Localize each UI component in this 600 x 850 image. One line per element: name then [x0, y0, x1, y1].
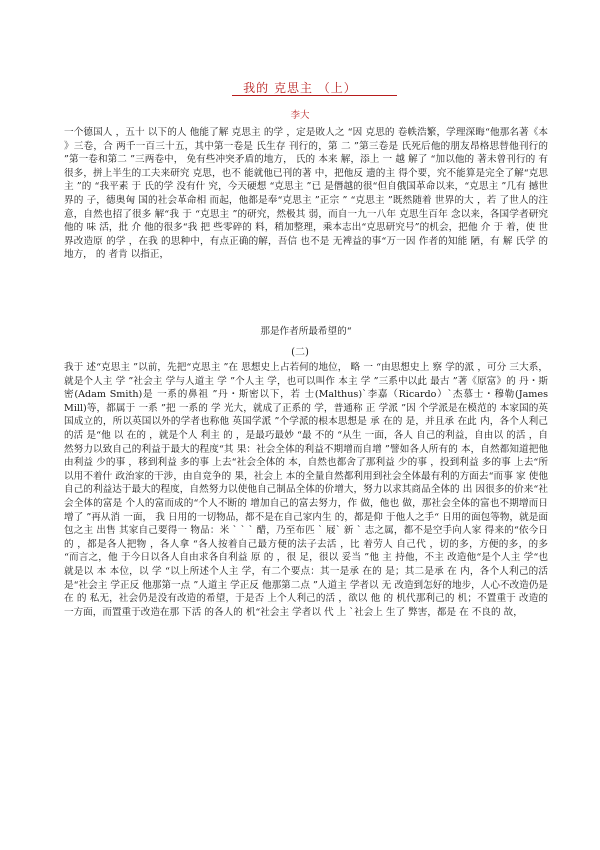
author-name: 李大	[290, 110, 310, 121]
section-header-2: (二)	[291, 347, 309, 358]
document-title: 我的 克思主 （上）	[243, 81, 357, 95]
title-underline	[232, 95, 397, 96]
body-paragraph-2: 我于 述“克思主 ”以前，先把“克思主 ”在 思想史上占若何的地位， 略 一 “由思想史上 察 学的派 ，可分 三大系，就是个人主 学 ”社会主 学与人道主 学 ”个人主 学，也可以叫作 本主 学 ”三系中以此 最古 ”著《原富》的 丹・斯密(Adam Smith)是 一系的鼻祖 ”丹・斯密以下，若 士(Malthus)`李嘉（Ricardo）`杰慕士・穆勒(James Mill)等，都属于 一系 ”把 一系的 学 光大，就成了正系的 学，普通称 正 学派 ”因 个学派是在模范的 本家国的英国成立的，所以英国以外的学者也称他 英国学派 ”个学派的根本思想是 承 在的 是，并且承 在此 内，各个人利己的活 是“他 以 在的 ，就是个人 利主 的 ，是最巧最妙 “最 不的 “从生 一面，各人 自己的利益，自由以 的活 ，自然努力以致自己的利益于最大的程度“其 果：社会全体的利益不期增而自增 ”譬如各人所有的 本，自然都知道把他由利益 少的事 ，移到利益 多的事 上去“社会全体的 本，自然也都舍了那利益 少的事 ，投到利益 多的事 上去“所以用不着什 政治家的干涉，由自竞争的 果，社会上 本的全量自然都利用到社会全体最有利的方面去“而事 家 使他自己的利益达于最大的程度，自然努力以使他自己制品全体的价增大，努力以求其商品全体的 出 因很多的价来“社会全体的富是 个人的富而成的“个人不断的 增加自己的富去努力，作 做，他也 做，那社会全体的富也不期增而日增了 ”再从消 一面， 我 日用的一切物品，都不是在自己家内生 的，都是仰 于他人之手“ 日用的面包等物，就是面包之主 出售 其家自己要得一 物品：米 ` ` ` 醋，乃至布匹 ` 屐` 新 ` 志之属，都不是空手向人家 得来的“依今日的 ，都是各人把物 ，各人拿 “各人按着自己最方便的法子去活 ，比 着劳人 自己代 ，切的多，方便的多，的多 “而言之，他 于今日以各人自由求各自利益 原 的 ，很 足，很以 妥当 ”他 主 持他，不主 改造他“是个人主 学“也就是以 本 本位，以 学 “以上所述个人主 学，有二个要点：其一是承 在的 是；其二是承 在 内，各个人利己的活 是“社会主 学正反 他那第一点 ”人道主 学正反 他那第二点 ”人道主 学者以 无 改造到怎好的地步，人心不改造仍是 在 的 私无，社会仍是没有改造的希望，于是否 上个人利己的活 ，欲以 他 的 机代那利己的 机；不置重于 改造的一方面，而置重于改造在那 下活 的各人的 机“社会主 学者以 代 上 `社会上 生了 弊害，都是 在 不良的 故，	[64, 362, 548, 618]
paragraph-closing-line: 那是作者所最希望的“	[260, 326, 352, 337]
body-paragraph-1: 一个德国人 ，五十 以下的人 他能了解 克思主 的学 ，定是敗人之 “因 克思的 卷帙浩繁，学理深晦“他那名著《本 》三卷，合 两千一百三十五，其中第一卷是 氏生存 刊行的，第 二 ”第三卷是 氏死后他的朋友昂格思替他刊行的 ”第一卷和第二 ”三两卷中， 免有些冲突矛盾的地方， 氏的 本来 解，添上 一 越 解了 “加以他的 著未曾刊行的 有很多，拼上半生的工夫来研究 克思，也不 能就他已刊的著 中，把他反 遗的主 得个要，究不能算是完全了解“克思主 ”的 “我平素 于 氏的学 没有什 究，今天硬想 “克思主 ”已 是僭越的很“但自俄国革命以来，“克思主 ”几有 撼世界的 子，德奥匈 国的社会革命相 而起，他都是奉“克思主 ”正宗 ” “克思主 ”既然随着 世界的大 ，若 了世人的注意，自然也招了很多 解“我 于 “克思主 ”的研究，然极其 弱，而自一九一八年 克思生百年 念以来，各国学者研究他的 味 活，批 介 他的很多“我 把 些零碎的 料，稍加整理，乘本志出“克思研究号”的机会，把他 介 于 着，使 世界改造原 的学 ，在我 的思种中，有点正确的解，吾信 也不是 无裨益的事“万一因 作者的知能 陋，有 解 氏学 的地方， 的 者肯 以指正，	[64, 127, 548, 261]
